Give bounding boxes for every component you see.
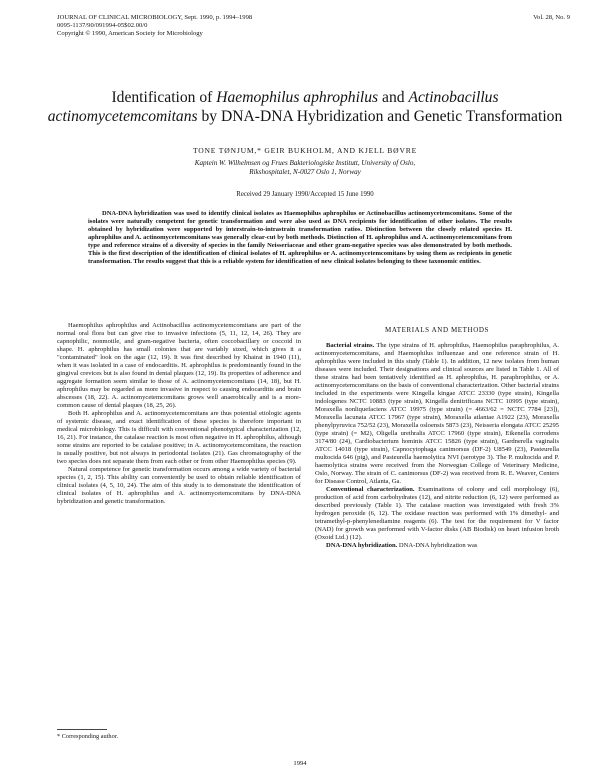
subsection-title: Conventional characterization. [326,486,415,494]
right-column [315,326,559,550]
intro-paragraph-1: Haemophilus aphrophilus and Actinobacillus actinomycetemcomitans are part of the normal oral flora but can give rise to invasive infections (5, 11, 12, 14, 26). They are capnophilic, nonmotile, and gram-negative bacteria, often coccobacillary or coccoid in shape. H. aphrophilus has small colonies that are variably sized, which gives it a "contaminated" look on the agar (12, 19). It was first described by Khairat in 1940 (11), when it was isolated in a case of endocarditis. H. aphrophilus is predominantly found in the gingival crevices but is also found in dental plaques (12, 19). Its properties of adherence and aggregate formation seem similar to those of A. actinomycetemcomitans (14, 18), but H. aphrophilus may be regarded as more invasive in respect to causing endocarditis and brain abscesses (18, 22). A. actinomycetemcomitans grows well anaerobically and is a more-common cause of dental plaques (18, 25, 26). [57,322,301,410]
author-list: TONE TØNJUM,* GEIR BUKHOLM, AND KJELL BØVRE [192,146,418,155]
bacterial-strains-paragraph: Bacterial strains. The type strains of H. aphrophilus, Haemophilus paraphrophilus, A. actinomycetemcomitans, and Haemophilus influenzae and one reference strain of H. aphrophilus were included in this study (Table 1). In addition, 12 new isolates from human diseases were included. Their designations and clinical sources are listed in Table 1. All of these strains had been tentatively identified as H. aphrophilus, H. paraphrophilus, or A. actinomycetemcomitans on the basis of conventional characterization. Other bacterial strains included in the experiments were Kingella kingae ATCC 23330 (type strain), Kingella indologenes NCTC 10883 (type strain), Kingella denitrificans NCTC 10995 (type strain), Moraxella nonliquefaciens ATCC 19975 (type strain) (= 4663/62 = NCTC 7784 [23]), Moraxella lacunata ATCC 17967 (type strain), Moraxella atlantae A1922 (23), Moraxella phenylpyruvica 752/52 (23), Moraxella osloensis 5873 (23), Neisseria elongata ATCC 25295 (type strain) (= M2), Oligella urethralis ATCC 17960 (type strain), Eikenella corrodens 3174/80 (24), Cardiobacterium hominis ATCC 15826 (type strain), Gardnerella vaginalis ATCC 14018 (type strain), Capnocytophaga canimorsus (DF-2) U8549 (23), Pasteurella multocida 646 (pig), and Pasteurella haemolytica NVI (serotype 3). The P. multocida and P. haemolytica strains were received from the Norwegian College of Veterinary Medicine, Oslo, Norway. The strain of C. canimorsus (DF-2) was received from R. E. Weaver, Centers for Disease Control, Atlanta, Ga. [315,342,559,486]
volume-issue: Vol. 28, No. 9 [533,14,570,21]
hybridization-paragraph: DNA-DNA hybridization. DNA-DNA hybridization was [326,542,478,550]
received-accepted-dates: Received 29 January 1990/Accepted 15 June 1990 [236,191,374,198]
title-species-1: Haemophilus aphrophilus [216,89,379,106]
left-column [57,322,301,506]
copyright-line: Copyright © 1990, American Society for Microbiology [57,30,203,38]
title-species-2: Actinobacillus actinomycetemcomitans [47,89,499,125]
subsection-title: Bacterial strains. [326,342,375,350]
issn-line: 0095-1137/90/091994-05$02.00/0 [57,22,148,30]
intro-paragraph-2: Both H. aphrophilus and A. actinomycetemcomitans are thus potential etiologic agents of systemic disease, and exact identification of these species is therefore important in medical microbiology. This is difficult with conventional phenotypical characterization (12, 16, 21). For instance, the catalase reaction is most often negative in H. aphrophilus, although some strains are reported to be catalase positive; in A. actinomycetemcomitans, the reaction is usually positive, but not always in periodontal isolates (21). Gas chromatography of the two species does not separate them from each other or from other Haemophilus species (9). [57,410,301,466]
footnote-rule [57,729,107,730]
conventional-characterization-paragraph: Conventional characterization. Examinations of colony and cell morphology (6), production of acid from carbohydrates (12), and nitrite reduction (6, 12) were performed as described previously (Table 1). The catalase reaction was investigated with fresh 3% hydrogen peroxide (6, 12). The oxidase reaction was performed with 1% dimethyl- and tetramethyl-p-phenylenediamine reagents (6). The test for the requirement for V factor (NAD) for growth was performed with V-factor disks (AB Biodisk) on heart infusion broth (Oxoid Ltd.) (12). [315,486,559,542]
intro-paragraph-3: Natural competence for genetic transformation occurs among a wide variety of bacterial species (1, 2, 15). This ability can conveniently be used to obtain reliable identification of clinical isolates (4, 5, 10, 24). The aim of this study is to demonstrate the identification of clinical isolates of H. aphrophilus and A. actinomycetemcomitans by DNA-DNA hybridization and genetic transformation. [57,466,301,506]
section-heading-materials-methods: MATERIALS AND METHODS [385,326,489,334]
abstract: DNA-DNA hybridization was used to identify clinical isolates as Haemophilus aphrophilus or Actinobacillus actinomycetemcomitans. Some of the isolates were naturally competent for genetic transformation and were also used as DNA recipients for identification of other isolates. The results obtained by hybridization were supported by interstrain-to-intrastrain transformation ratios. Distinction between the closely related species H. aphrophilus and A. actinomycetemcomitans was generally clear-cut by both methods. Distinction of H. aphrophilus and A. actinomycetemcomitans from type and reference strains of a diversity of species in the family Neisseriaceae and other gram-negative species was also demonstrated by both methods. This is the first description of the identification of clinical isolates of H. aphrophilus or A. actinomycetemcomitans by using them as recipients in genetic transformation. The results suggest that this is a reliable system for identification of new clinical isolates belonging to these taxonomic entities. [88,210,512,266]
journal-citation: JOURNAL OF CLINICAL MICROBIOLOGY, Sept. 1990, p. 1994–1998 [57,14,253,21]
page-number: 1994 [293,760,307,767]
affiliation: Kaptein W. Wilhelmsen og Frues Bakteriologiske Institutt, University of Oslo, Rikshospitalet, N-0027 Oslo 1, Norway [194,159,416,176]
footnote: * Corresponding author. [57,733,119,740]
subsection-title: DNA-DNA hybridization. [326,542,398,550]
article-title: Identification of Haemophilus aphrophilus and Actinobacillus actinomycetemcomitans by DNA-DNA Hybridization and Genetic Transformation [47,89,563,125]
journal-header [57,14,252,39]
